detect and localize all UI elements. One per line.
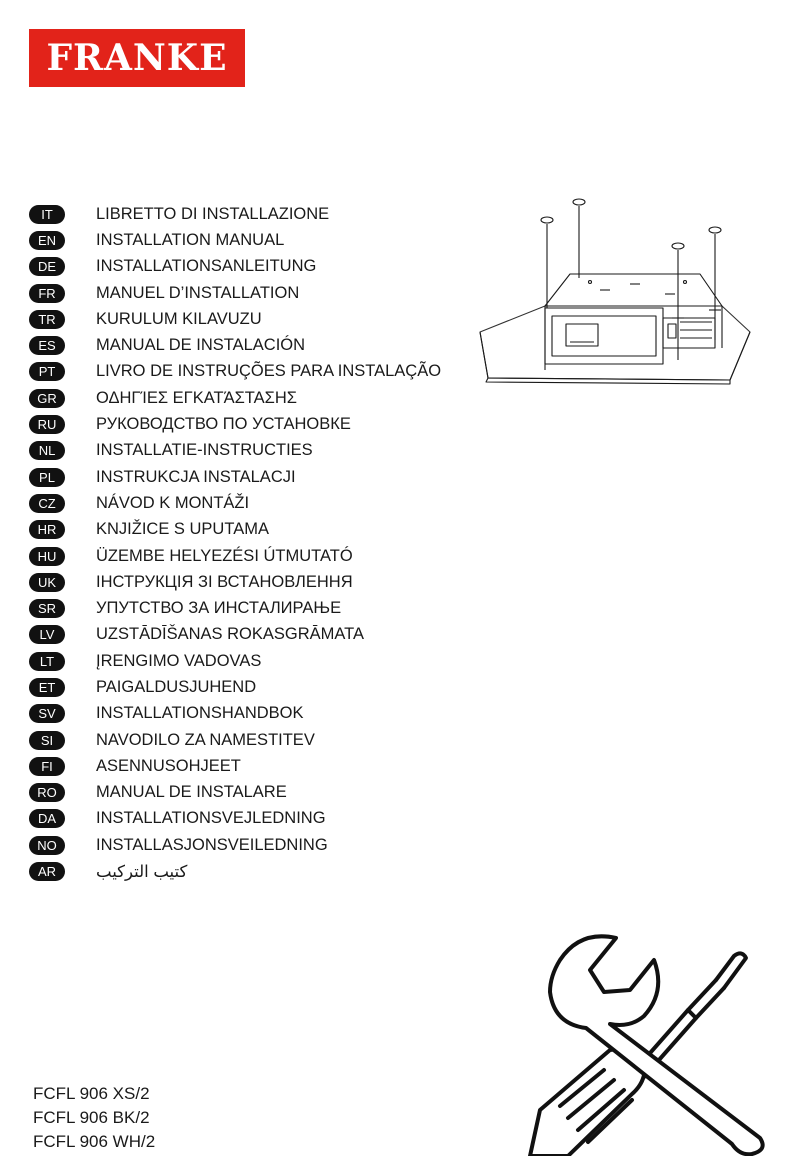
language-item (29, 254, 441, 280)
language-item (29, 227, 441, 253)
language-title: INSTALLATIONSANLEITUNG (96, 257, 317, 276)
language-title: УПУТСТВО ЗА ИНСТАЛИРАЊЕ (96, 599, 342, 618)
language-item (29, 701, 441, 727)
language-title: INSTALLATIE-INSTRUCTIES (96, 441, 313, 460)
language-code-badge: PT (29, 362, 65, 381)
language-item (29, 622, 441, 648)
language-title: MANUAL DE INSTALACIÓN (96, 336, 306, 355)
language-title: PAIGALDUSJUHEND (96, 677, 257, 696)
franke-logo (29, 29, 245, 87)
language-code-badge: LT (29, 652, 65, 671)
language-item (29, 753, 441, 779)
language-item (29, 332, 441, 358)
language-item (29, 438, 441, 464)
ceiling-hood-illustration (470, 190, 770, 400)
language-title: ASENNUSOHJEET (96, 756, 241, 775)
language-title: ІНСТРУКЦІЯ ЗІ ВСТАНОВЛЕННЯ (96, 572, 353, 591)
language-code-badge: ET (29, 678, 65, 697)
language-code-badge: HU (29, 547, 65, 566)
language-item (29, 411, 441, 437)
language-item (29, 385, 441, 411)
language-code-badge: DE (29, 257, 65, 276)
model-list (33, 1082, 155, 1154)
language-title: KNJIŽICE S UPUTAMA (96, 520, 269, 539)
language-item (29, 359, 441, 385)
language-list (29, 201, 441, 885)
language-code-badge: RU (29, 415, 65, 434)
language-title: كتيب التركيب (96, 862, 188, 881)
language-item (29, 543, 441, 569)
language-item (29, 832, 441, 858)
language-item (29, 280, 441, 306)
language-title: INSTRUKCJA INSTALACJI (96, 467, 296, 486)
language-item (29, 201, 441, 227)
language-item (29, 780, 441, 806)
language-code-badge: EN (29, 231, 65, 250)
language-item (29, 727, 441, 753)
language-code-badge: FR (29, 284, 65, 303)
language-title: LIVRO DE INSTRUÇÕES PARA INSTALAÇÃO (96, 362, 442, 381)
language-code-badge: HR (29, 520, 65, 539)
language-title: NAVODILO ZA NAMESTITEV (96, 730, 315, 749)
language-code-badge: CZ (29, 494, 65, 513)
model-name: FCFL 906 WH/2 (33, 1132, 156, 1151)
language-item (29, 858, 441, 884)
language-title: INSTALLATIONSVEJLEDNING (96, 809, 326, 828)
language-title: NÁVOD K MONTÁŽI (96, 493, 250, 512)
language-item (29, 674, 441, 700)
language-title: INSTALLATIONSHANDBOK (96, 704, 304, 723)
language-code-badge: GR (29, 389, 65, 408)
language-code-badge: RO (29, 783, 65, 802)
language-code-badge: LV (29, 625, 65, 644)
logo-text: FRANKE (46, 37, 228, 79)
language-item (29, 569, 441, 595)
language-code-badge: FI (29, 757, 65, 776)
language-title: INSTALLATION MANUAL (96, 230, 285, 249)
language-code-badge: SR (29, 599, 65, 618)
model-name: FCFL 906 XS/2 (33, 1084, 150, 1103)
language-title: KURULUM KILAVUZU (96, 309, 262, 328)
wrench-screwdriver-icon (520, 920, 800, 1156)
model-name: FCFL 906 BK/2 (33, 1108, 150, 1127)
language-item (29, 306, 441, 332)
language-code-badge: TR (29, 310, 65, 329)
language-item (29, 464, 441, 490)
language-code-badge: NL (29, 441, 65, 460)
language-code-badge: SI (29, 731, 65, 750)
language-title: MANUEL D’INSTALLATION (96, 283, 300, 302)
language-item (29, 595, 441, 621)
language-title: ĮRENGIMO VADOVAS (96, 651, 262, 670)
language-code-badge: IT (29, 205, 65, 224)
language-code-badge: PL (29, 468, 65, 487)
language-title: ÜZEMBE HELYEZÉSI ÚTMUTATÓ (96, 546, 353, 565)
language-title: INSTALLASJONSVEILEDNING (96, 835, 328, 854)
language-title: ΟΔΗΓΊΕΣ ΕΓΚΑΤΆΣΤΑΣΗΣ (96, 388, 297, 407)
language-item (29, 648, 441, 674)
language-code-badge: DA (29, 809, 65, 828)
language-item (29, 806, 441, 832)
language-title: LIBRETTO DI INSTALLAZIONE (96, 204, 330, 223)
language-code-badge: SV (29, 704, 65, 723)
language-code-badge: NO (29, 836, 65, 855)
language-code-badge: UK (29, 573, 65, 592)
language-code-badge: ES (29, 336, 65, 355)
language-title: MANUAL DE INSTALARE (96, 783, 287, 802)
language-title: РУКОВОДСТВО ПО УСТАНОВКЕ (96, 415, 351, 434)
language-title: UZSTĀDĪŠANAS ROKASGRĀMATA (96, 625, 365, 644)
language-item (29, 490, 441, 516)
language-code-badge: AR (29, 862, 65, 881)
language-item (29, 517, 441, 543)
